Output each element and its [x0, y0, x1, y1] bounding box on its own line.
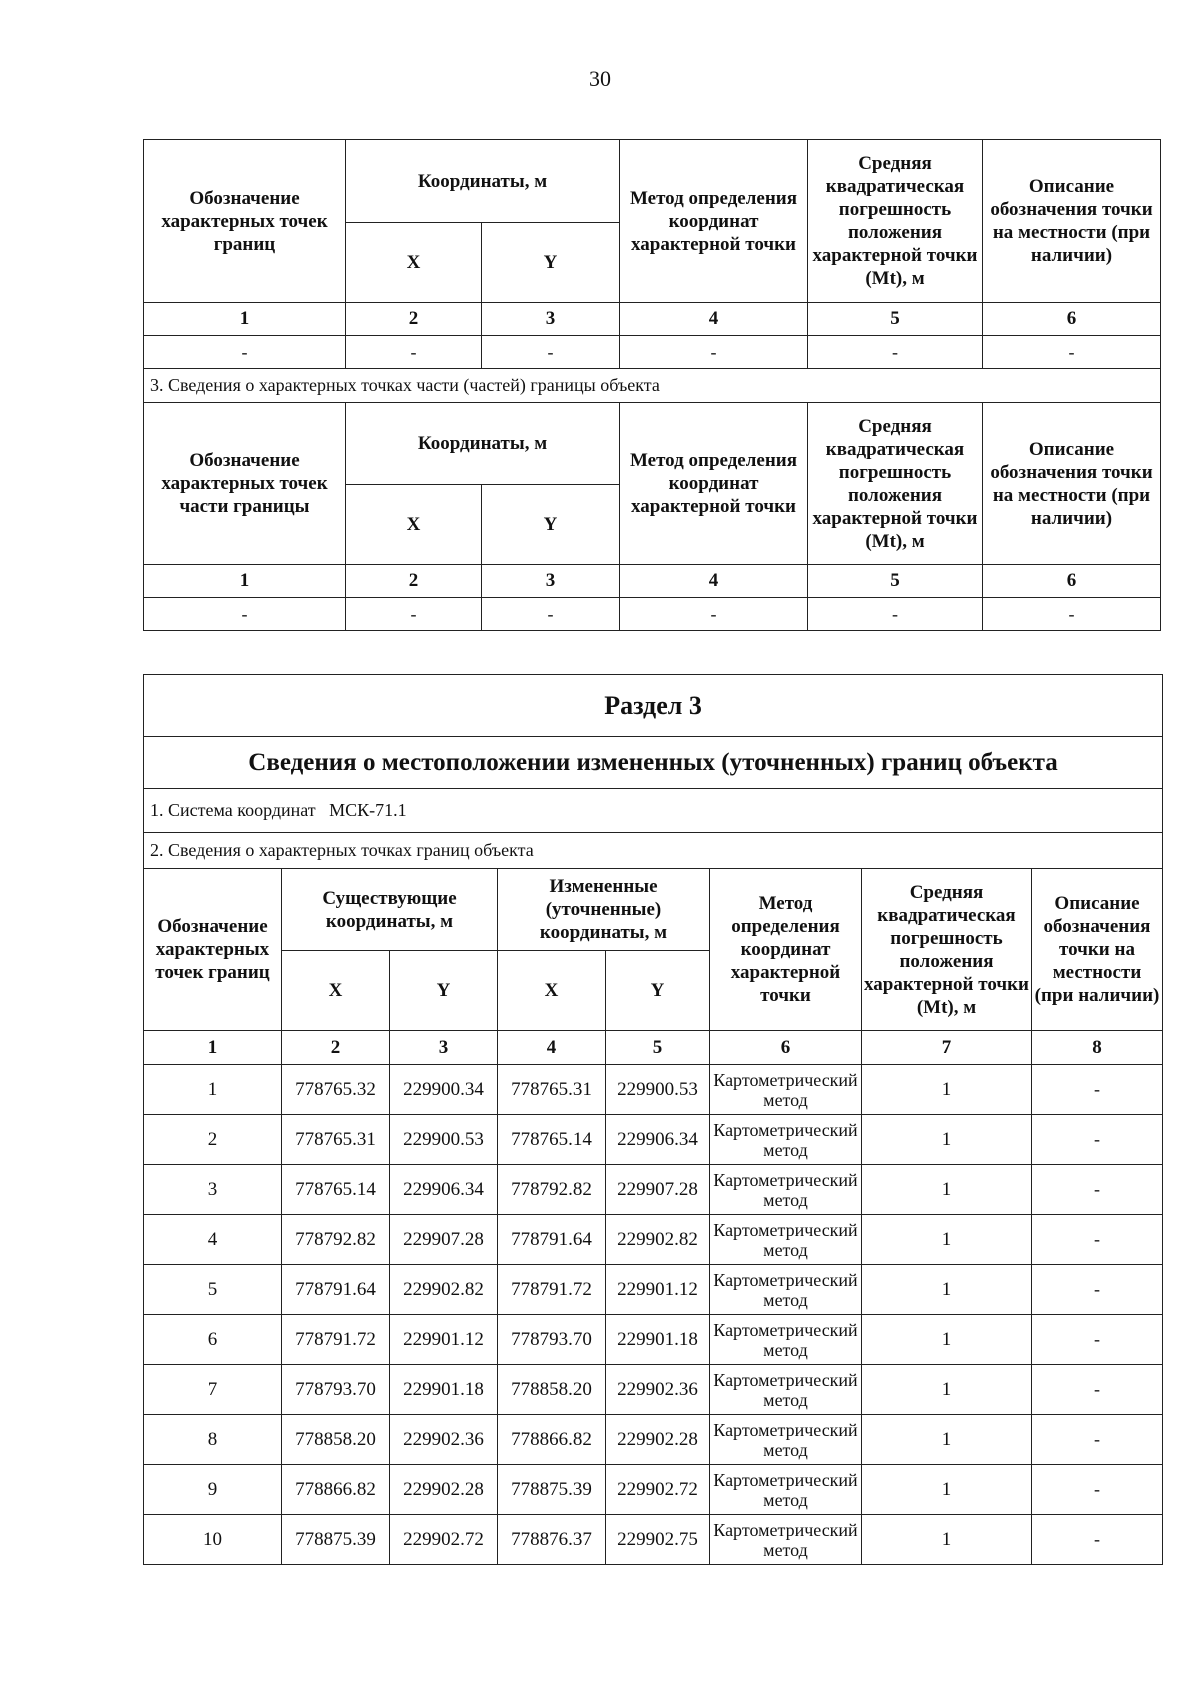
col-number: 3 [482, 565, 620, 598]
header-designation: Обозначение характерных точек части границы [144, 403, 346, 565]
header-method: Метод определения координат характерной точки [620, 403, 808, 565]
method: Картометрический метод [710, 1065, 862, 1115]
header-y: Y [482, 223, 620, 303]
col-number: 6 [983, 565, 1161, 598]
method: Картометрический метод [710, 1365, 862, 1415]
changed-x: 778793.70 [498, 1315, 606, 1365]
description: - [1032, 1065, 1163, 1115]
mt-error: 1 [862, 1365, 1032, 1415]
table-row [144, 1165, 1163, 1215]
method: Картометрический метод [710, 1315, 862, 1365]
coord-system-label: 1. Система координат [150, 800, 316, 820]
mt-error: 1 [862, 1215, 1032, 1265]
mt-error: 1 [862, 1315, 1032, 1365]
header-error: Средняя квадратическая погрешность положения характерной точки (Mt), м [862, 869, 1032, 1031]
header-y: Y [482, 485, 620, 565]
method: Картометрический метод [710, 1265, 862, 1315]
header-designation: Обозначение характерных точек границ [144, 140, 346, 303]
changed-x: 778791.72 [498, 1265, 606, 1315]
header-x: X [282, 951, 390, 1031]
empty-cell: - [808, 598, 983, 631]
mt-error: 1 [862, 1415, 1032, 1465]
existing-y: 229902.72 [390, 1515, 498, 1565]
table-row [144, 1065, 1163, 1115]
mt-error: 1 [862, 1515, 1032, 1565]
table-row [144, 1215, 1163, 1265]
header-y: Y [390, 951, 498, 1031]
part-boundary-caption: 3. Сведения о характерных точках части (частей) границы объекта [144, 369, 1161, 403]
description: - [1032, 1215, 1163, 1265]
coord-system-value: МСК-71.1 [329, 800, 407, 820]
empty-cell: - [144, 336, 346, 369]
existing-y: 229902.82 [390, 1265, 498, 1315]
col-number: 4 [498, 1031, 606, 1065]
col-number: 3 [390, 1031, 498, 1065]
changed-x: 778765.31 [498, 1065, 606, 1115]
method: Картометрический метод [710, 1215, 862, 1265]
existing-y: 229900.53 [390, 1115, 498, 1165]
changed-y: 229906.34 [606, 1115, 710, 1165]
changed-x: 778792.82 [498, 1165, 606, 1215]
header-error: Средняя квадратическая погрешность положения характерной точки (Mt), м [808, 403, 983, 565]
coord-system-row [144, 789, 1163, 833]
description: - [1032, 1515, 1163, 1565]
col-number: 1 [144, 303, 346, 336]
point-number: 3 [144, 1165, 282, 1215]
existing-x: 778765.31 [282, 1115, 390, 1165]
table-row [144, 1515, 1163, 1565]
changed-y: 229902.28 [606, 1415, 710, 1465]
method: Картометрический метод [710, 1465, 862, 1515]
col-number: 6 [983, 303, 1161, 336]
empty-cell: - [346, 598, 482, 631]
point-number: 2 [144, 1115, 282, 1165]
col-number: 1 [144, 565, 346, 598]
col-number: 5 [808, 303, 983, 336]
col-number: 8 [1032, 1031, 1163, 1065]
col-number: 1 [144, 1031, 282, 1065]
empty-cell: - [144, 598, 346, 631]
header-designation: Обозначение характерных точек границ [144, 869, 282, 1031]
col-number: 5 [808, 565, 983, 598]
point-number: 5 [144, 1265, 282, 1315]
changed-y: 229901.12 [606, 1265, 710, 1315]
header-y: Y [606, 951, 710, 1031]
table-row [144, 1115, 1163, 1165]
changed-y: 229902.36 [606, 1365, 710, 1415]
table-row [144, 1265, 1163, 1315]
header-method: Метод определения координат характерной точки [710, 869, 862, 1031]
header-description: Описание обозначения точки на местности (при наличии) [983, 140, 1161, 303]
changed-y: 229902.75 [606, 1515, 710, 1565]
col-number: 3 [482, 303, 620, 336]
existing-y: 229900.34 [390, 1065, 498, 1115]
existing-y: 229902.28 [390, 1465, 498, 1515]
method: Картометрический метод [710, 1115, 862, 1165]
points-body [144, 1065, 1163, 1565]
existing-x: 778858.20 [282, 1415, 390, 1465]
description: - [1032, 1365, 1163, 1415]
points-caption: 2. Сведения о характерных точках границ объекта [144, 833, 1163, 869]
empty-cell: - [620, 336, 808, 369]
existing-x: 778765.32 [282, 1065, 390, 1115]
col-number: 2 [282, 1031, 390, 1065]
existing-y: 229901.12 [390, 1315, 498, 1365]
changed-y: 229902.72 [606, 1465, 710, 1515]
existing-y: 229901.18 [390, 1365, 498, 1415]
col-number: 5 [606, 1031, 710, 1065]
existing-x: 778791.64 [282, 1265, 390, 1315]
header-description: Описание обозначения точки на местности (при наличии) [983, 403, 1161, 565]
header-description: Описание обозначения точки на местности (при наличии) [1032, 869, 1163, 1031]
changed-y: 229907.28 [606, 1165, 710, 1215]
col-number: 6 [710, 1031, 862, 1065]
existing-x: 778793.70 [282, 1365, 390, 1415]
changed-x: 778791.64 [498, 1215, 606, 1265]
changed-x: 778858.20 [498, 1365, 606, 1415]
mt-error: 1 [862, 1065, 1032, 1115]
changed-x: 778875.39 [498, 1465, 606, 1515]
existing-y: 229906.34 [390, 1165, 498, 1215]
mt-error: 1 [862, 1165, 1032, 1215]
changed-x: 778876.37 [498, 1515, 606, 1565]
changed-y: 229901.18 [606, 1315, 710, 1365]
col-number: 7 [862, 1031, 1032, 1065]
changed-y: 229900.53 [606, 1065, 710, 1115]
existing-y: 229907.28 [390, 1215, 498, 1265]
header-existing-coords: Существующие координаты, м [282, 869, 498, 951]
mt-error: 1 [862, 1265, 1032, 1315]
page-number: 30 [589, 66, 611, 91]
boundary-points-table [143, 139, 1161, 631]
col-number: 2 [346, 303, 482, 336]
changed-x: 778866.82 [498, 1415, 606, 1465]
header-x: X [346, 485, 482, 565]
description: - [1032, 1415, 1163, 1465]
table-row [144, 1315, 1163, 1365]
point-number: 7 [144, 1365, 282, 1415]
header-x: X [498, 951, 606, 1031]
method: Картометрический метод [710, 1165, 862, 1215]
empty-cell: - [620, 598, 808, 631]
header-x: X [346, 223, 482, 303]
col-number: 4 [620, 303, 808, 336]
header-changed-coords: Измененные (уточненные) координаты, м [498, 869, 710, 951]
description: - [1032, 1115, 1163, 1165]
changed-y: 229902.82 [606, 1215, 710, 1265]
empty-cell: - [346, 336, 482, 369]
existing-y: 229902.36 [390, 1415, 498, 1465]
col-number: 2 [346, 565, 482, 598]
point-number: 4 [144, 1215, 282, 1265]
existing-x: 778866.82 [282, 1465, 390, 1515]
description: - [1032, 1165, 1163, 1215]
mt-error: 1 [862, 1465, 1032, 1515]
col-number: 4 [620, 565, 808, 598]
point-number: 1 [144, 1065, 282, 1115]
empty-cell: - [983, 336, 1161, 369]
mt-error: 1 [862, 1115, 1032, 1165]
empty-cell: - [482, 598, 620, 631]
header-coords: Координаты, м [346, 403, 620, 485]
description: - [1032, 1465, 1163, 1515]
description: - [1032, 1265, 1163, 1315]
existing-x: 778792.82 [282, 1215, 390, 1265]
method: Картометрический метод [710, 1415, 862, 1465]
header-error: Средняя квадратическая погрешность положения характерной точки (Mt), м [808, 140, 983, 303]
point-number: 6 [144, 1315, 282, 1365]
header-coords: Координаты, м [346, 140, 620, 223]
description: - [1032, 1315, 1163, 1365]
method: Картометрический метод [710, 1515, 862, 1565]
section3-table [143, 674, 1163, 1565]
section-title: Раздел 3 [144, 675, 1163, 737]
table-row [144, 1415, 1163, 1465]
empty-cell: - [983, 598, 1161, 631]
section-subtitle: Сведения о местоположении измененных (уточненных) границ объекта [144, 737, 1163, 789]
header-method: Метод определения координат характерной точки [620, 140, 808, 303]
point-number: 8 [144, 1415, 282, 1465]
changed-x: 778765.14 [498, 1115, 606, 1165]
point-number: 10 [144, 1515, 282, 1565]
table-row [144, 1365, 1163, 1415]
empty-cell: - [482, 336, 620, 369]
existing-x: 778765.14 [282, 1165, 390, 1215]
empty-cell: - [808, 336, 983, 369]
point-number: 9 [144, 1465, 282, 1515]
table-row [144, 1465, 1163, 1515]
existing-x: 778791.72 [282, 1315, 390, 1365]
existing-x: 778875.39 [282, 1515, 390, 1565]
